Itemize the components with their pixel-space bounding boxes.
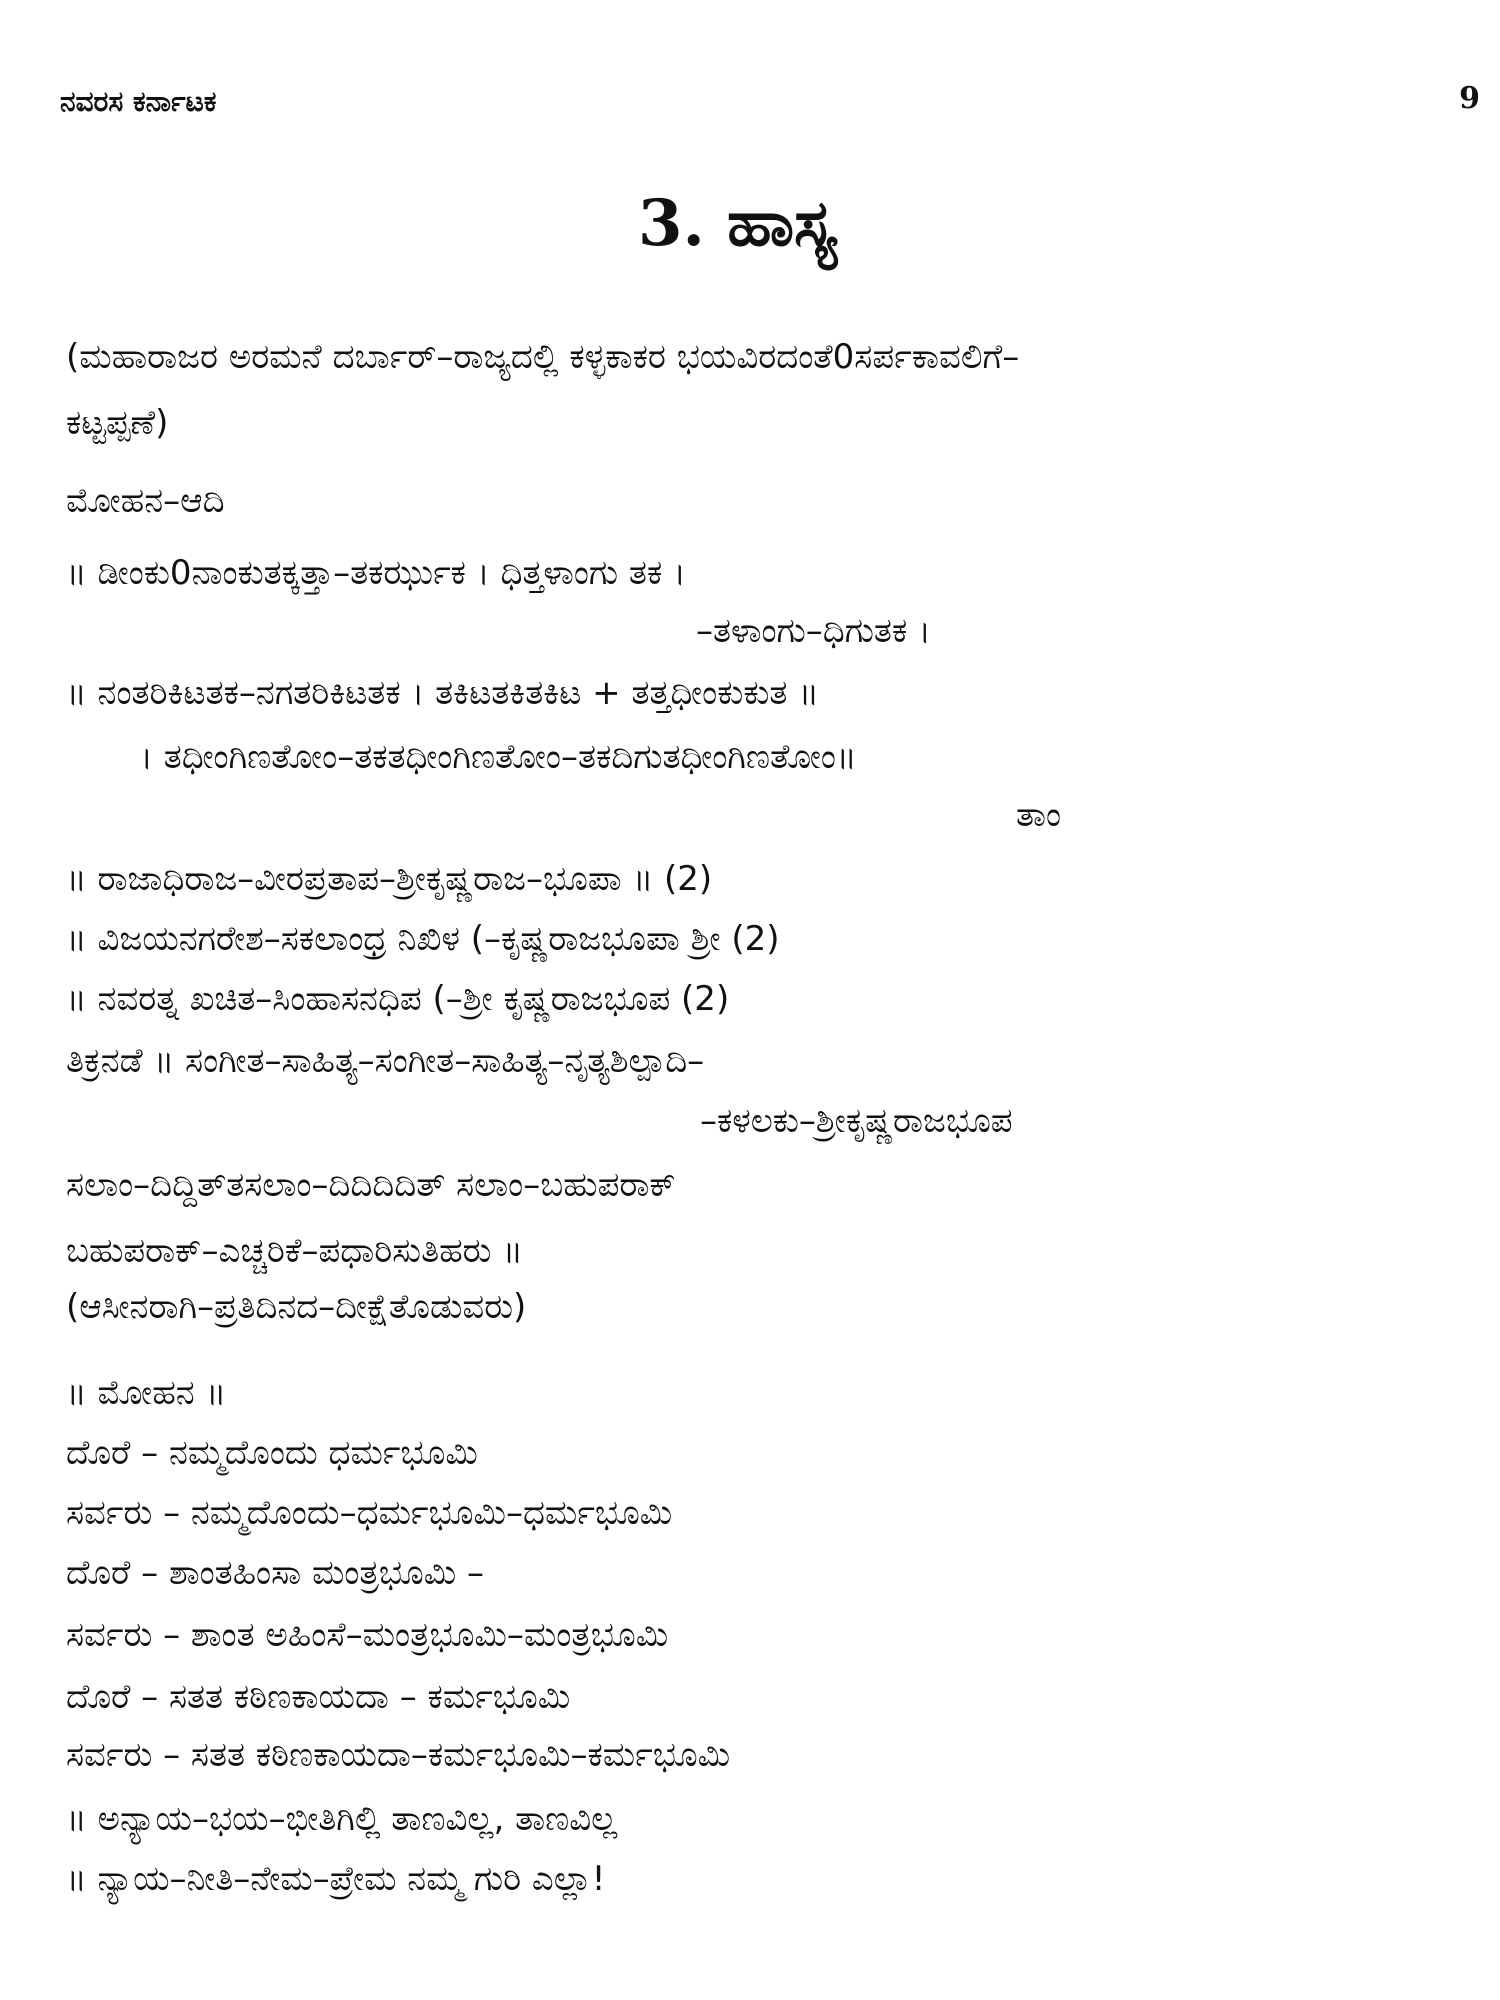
page-number: 9: [1459, 81, 1480, 116]
verse-line: –ತಳಾಂಗು–ಧಿಗುತಕ ।: [696, 611, 931, 651]
stage-direction-line-1: (ಮಹಾರಾಜರ ಅರಮನೆ ದರ್ಬಾರ್–ರಾಜ್ಯದಲ್ಲಿ ಕಳ್ಳಕಾಕರ ಭಯವಿರದಂತೆ0ಸರ್ಪಕಾವಲಿಗೆ–: [66, 337, 1020, 377]
dialogue-line: ಸರ್ವರು – ಸತತ ಕಠಿಣಕಾಯದಾ–ಕರ್ಮಭೂಮಿ–ಕರ್ಮಭೂಮಿ: [66, 1735, 731, 1775]
verse-line: ಬಹುಪರಾಕ್–ಎಚ್ಚರಿಕೆ–ಪಧಾರಿಸುತಿಹರು ॥: [66, 1231, 524, 1271]
dialogue-line: ಸರ್ವರು – ನಮ್ಮದೊಂದು–ಧರ್ಮಭೂಮಿ–ಧರ್ಮಭೂಮಿ: [66, 1493, 673, 1533]
chapter-number: 3.: [638, 186, 705, 261]
verse-line: ॥ ನವರತ್ನ ಖಚಿತ–ಸಿಂಹಾಸನಧಿಪ (–ಶ್ರೀ ಕೃಷ್ಣರಾಜಭೂಪ (2): [66, 979, 730, 1019]
verse-line: ॥ ಅನ್ಯಾಯ–ಭಯ–ಭೀತಿಗಿಲ್ಲಿ ತಾಣವಿಲ್ಲ, ತಾಣವಿಲ್ಲ: [66, 1799, 618, 1839]
stage-direction-line: (ಆಸೀನರಾಗಿ–ಪ್ರತಿದಿನದ–ದೀಕ್ಷೆತೊಡುವರು): [66, 1287, 527, 1327]
verse-line: ॥ ರಾಜಾಧಿರಾಜ–ವೀರಪ್ರತಾಪ–ಶ್ರೀಕೃಷ್ಣರಾಜ–ಭೂಪಾ ॥ (2): [66, 859, 713, 899]
verse-line: । ತಧೀಂಗಿಣತೋಂ–ತಕತಧೀಂಗಿಣತೋಂ–ತಕದಿಗುತಧೀಂಗಿಣತೋಂ॥: [140, 737, 857, 777]
running-header: ನವರಸ ಕರ್ನಾಟಕ: [60, 85, 217, 118]
verse-line: ತಿಕ್ರನಡೆ ॥ ಸಂಗೀತ–ಸಾಹಿತ್ಯ–ಸಂಗೀತ–ಸಾಹಿತ್ಯ–ನೃತ್ಯಶಿಲ್ಪಾದಿ–: [66, 1041, 705, 1081]
verse-line: ॥ ಡೀಂಕು0ನಾಂಕುತಕ್ಕತ್ತಾ–ತಕರ್ಝುಕ । ಧಿತ್ತಳಾಂಗು ತಕ ।: [66, 553, 686, 593]
verse-line: ತಾಂ: [1016, 795, 1062, 835]
chapter-name: ಹಾಸ್ಯ: [727, 187, 837, 261]
verse-line: ॥ ನಂತರಿಕಿಟತಕ–ನಗತರಿಕಿಟತಕ । ತಕಿಟತಕಿತಕಿಟ + ತತ್ತಧೀಂಕುಕುತ ॥: [66, 673, 820, 713]
dialogue-line: ದೊರೆ – ಸತತ ಕಠಿಣಕಾಯದಾ – ಕರ್ಮಭೂಮಿ: [66, 1677, 571, 1717]
raga-label: ॥ ಮೋಹನ ॥: [66, 1373, 227, 1413]
stage-direction-line-2: ಕಟ್ಟಪ್ಪಣೆ): [66, 403, 169, 443]
dialogue-line: ದೊರೆ – ನಮ್ಮದೊಂದು ಧರ್ಮಭೂಮಿ: [66, 1433, 478, 1473]
raga-tala-label: ಮೋಹನ–ಆದಿ: [66, 481, 225, 521]
chapter-title: [638, 186, 837, 261]
dialogue-line: ಸರ್ವರು – ಶಾಂತ ಅಹಿಂಸೆ–ಮಂತ್ರಭೂಮಿ–ಮಂತ್ರಭೂಮಿ: [66, 1615, 669, 1655]
dialogue-line: ದೊರೆ – ಶಾಂತಹಿಂಸಾ ಮಂತ್ರಭೂಮಿ –: [66, 1553, 485, 1593]
verse-line: ಸಲಾಂ–ದಿದ್ದಿತ್‌ತಸಲಾಂ–ದಿದಿದಿದಿತ್ ಸಲಾಂ–ಬಹುಪರಾಕ್: [66, 1165, 676, 1205]
verse-line: ॥ ನ್ಯಾಯ–ನೀತಿ–ನೇಮ–ಪ್ರೇಮ ನಮ್ಮ ಗುರಿ ಎಲ್ಲಾ!: [66, 1859, 606, 1899]
verse-line: –ಕಳಲಕು–ಶ್ರೀಕೃಷ್ಣರಾಜಭೂಪ: [700, 1101, 1013, 1141]
verse-line: ॥ ವಿಜಯನಗರೇಶ–ಸಕಲಾಂಧ್ರ ನಿಖಿಳ (–ಕೃಷ್ಣರಾಜಭೂಪಾ ಶ್ರೀ (2): [66, 919, 780, 959]
